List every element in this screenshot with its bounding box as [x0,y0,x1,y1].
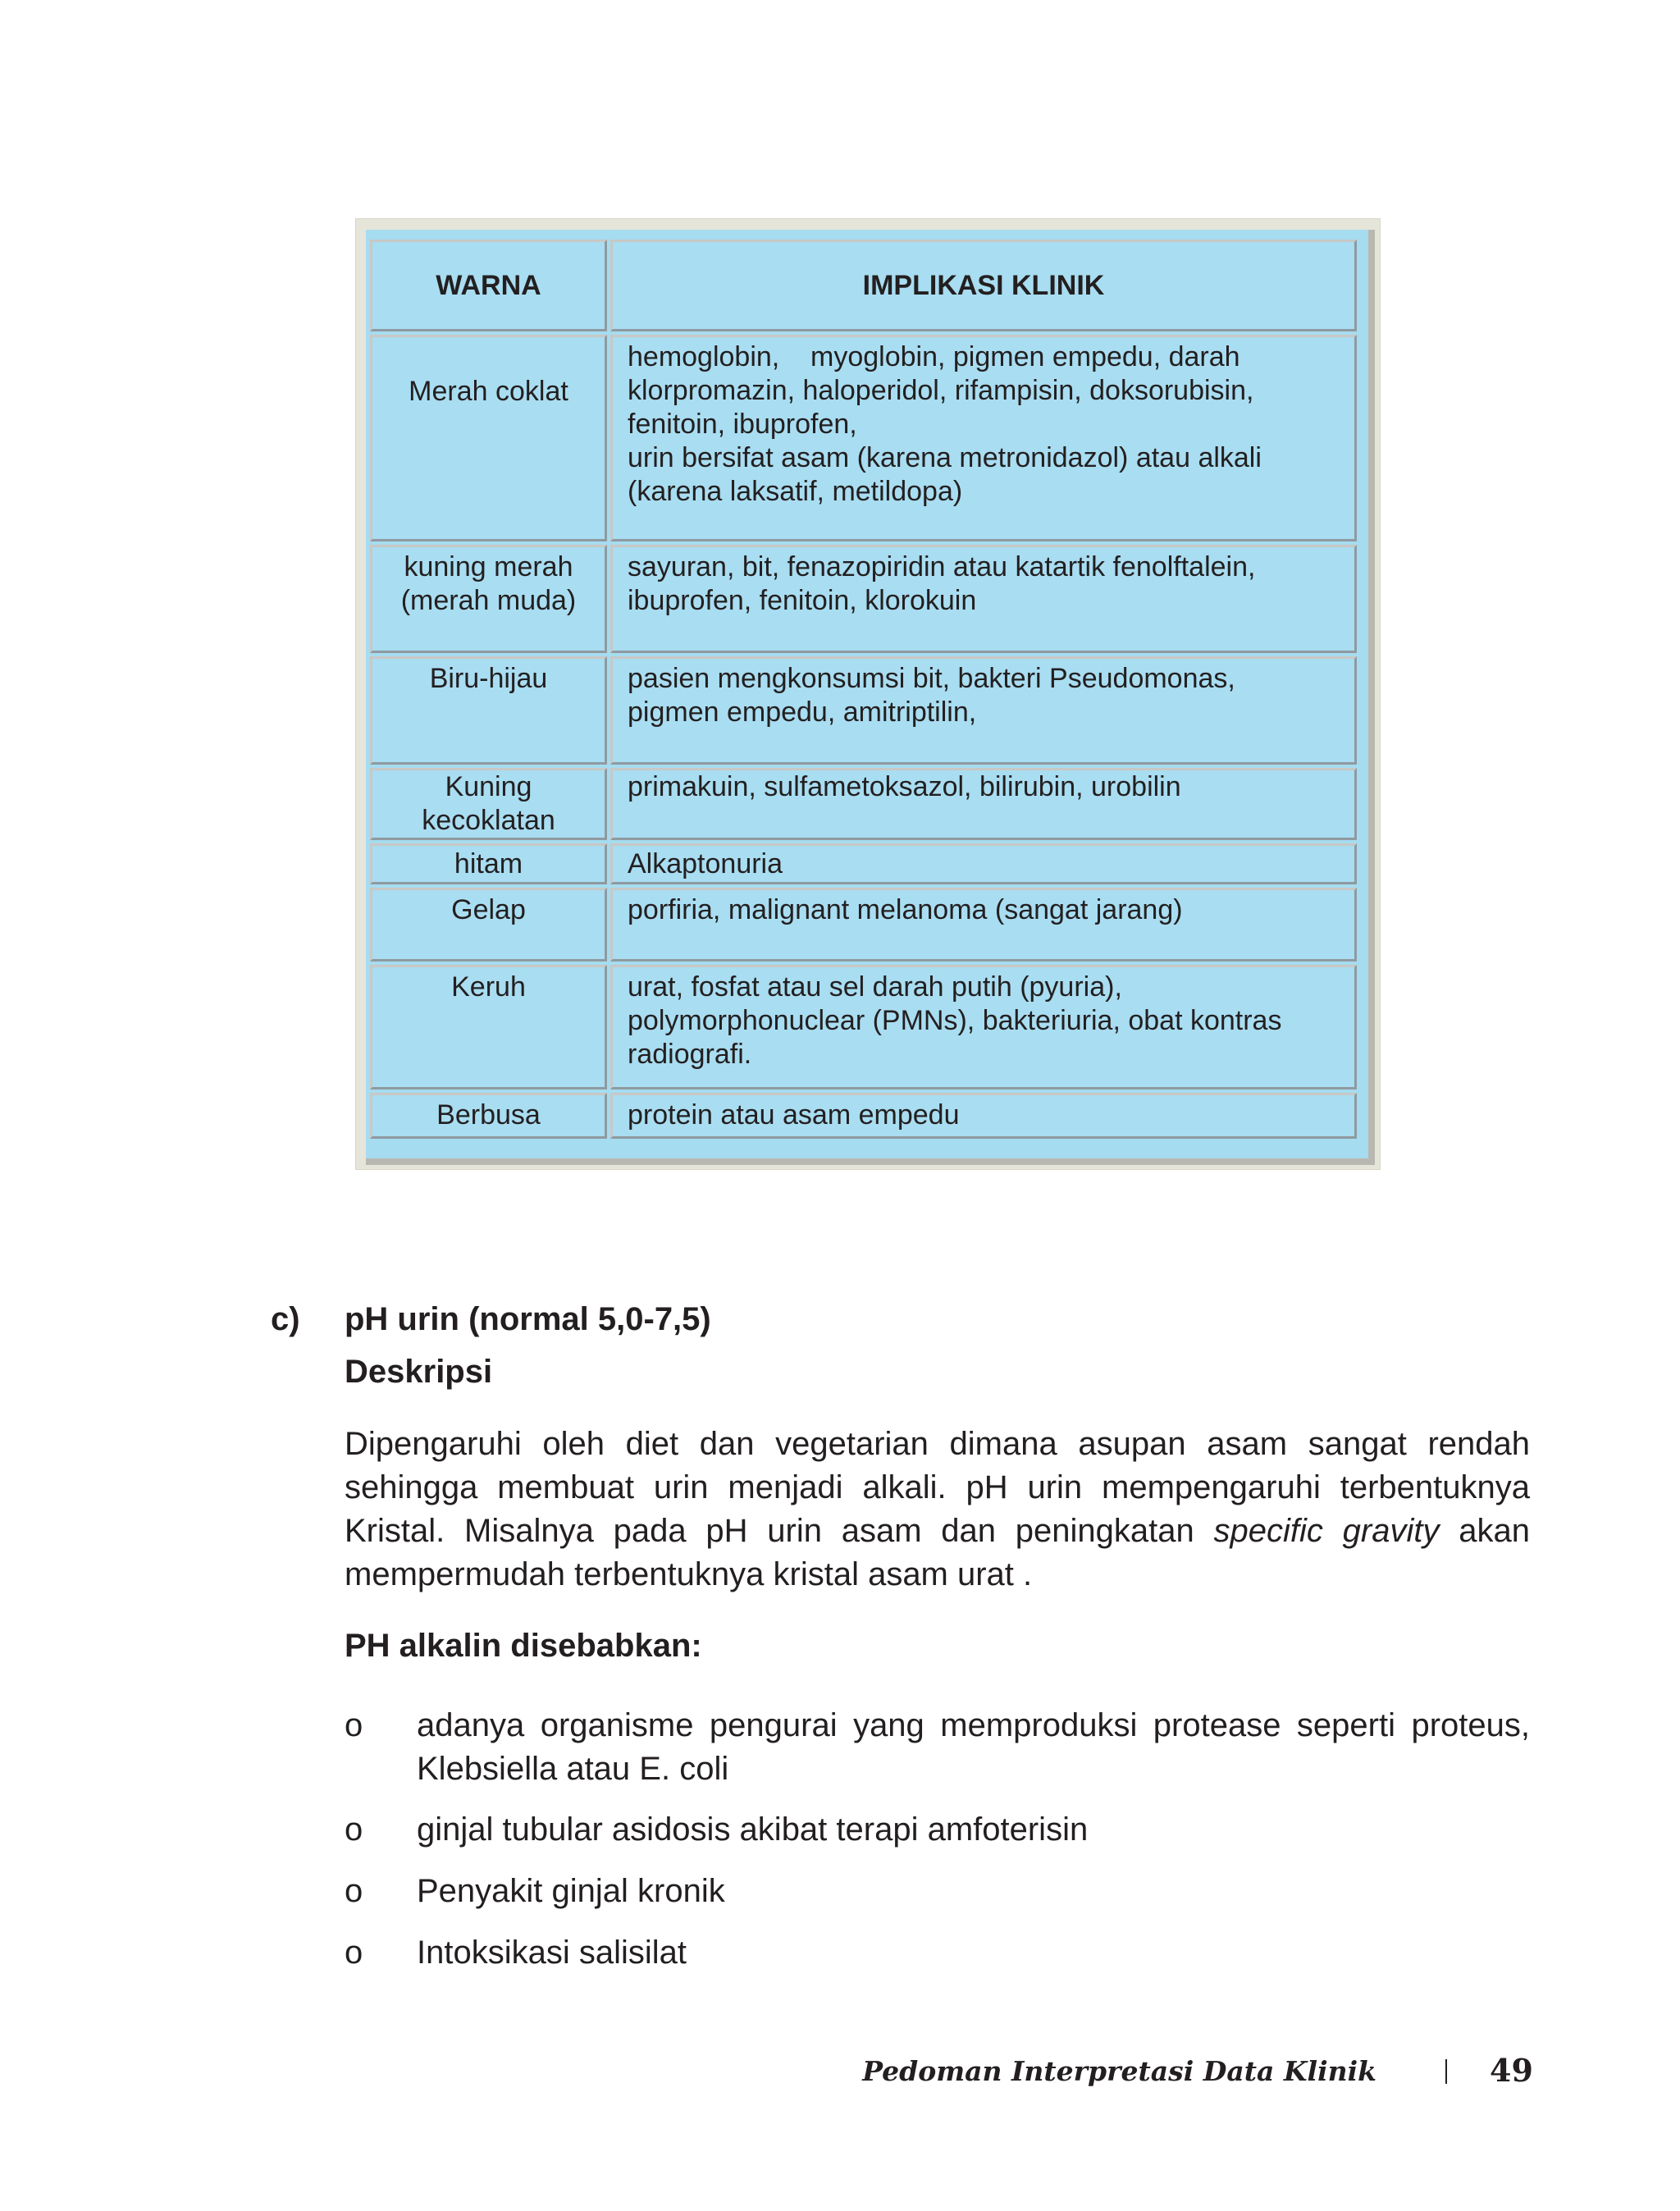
implication-text: sayuran, bit, fenazopiridin atau katartik fenolftalein, [628,551,1256,582]
list-item-line: Penyakit ginjal kronik [417,1873,725,1909]
implication-text: klorpromazin, haloperidol, rifampisin, doksorubisin, [628,375,1254,406]
list-item [345,1808,1530,1853]
list-item-text [417,1808,1530,1852]
implication-text: urat, fosfat atau sel darah putih (pyuria), [628,971,1122,1003]
bullet-marker: o [345,1873,363,1909]
table-cell-implication [610,335,1357,541]
color-text: hitam [454,848,523,879]
list-item-line: ginjal tubular asidosis akibat terapi amfoterisin [417,1811,1089,1848]
table-cell-color [370,888,607,962]
table-cell-color [370,1093,607,1139]
color-text: kuning merah [404,551,573,582]
color-text: Keruh [451,971,526,1003]
paragraph-text: Kristal. Misalnya pada pH urin asam dan peningkatan [345,1513,1214,1549]
implication-text: pigmen empedu, amitriptilin, [628,697,977,728]
list-item-text [417,1870,1530,1913]
list-item-line: Klebsiella atau E. coli [417,1751,729,1787]
list-item [345,1870,1530,1915]
implication-text: fenitoin, ibuprofen, [628,409,857,440]
color-text: Kuning [445,771,532,802]
alkaline-heading: PH alkalin disebabkan: [345,1628,702,1664]
implication-text: Alkaptonuria [628,848,783,879]
table-cell-implication [610,545,1357,653]
color-text: Berbusa [436,1099,541,1131]
color-text: kecoklatan [422,805,555,836]
implication-text: primakuin, sulfametoksazol, bilirubin, urobilin [628,771,1181,802]
list-item-line: adanya organisme pengurai yang memproduksi protease seperti proteus, [417,1707,1530,1743]
footer-book-title: Pedoman Interpretasi Data Klinik [862,2055,1376,2087]
description-heading: Deskripsi [345,1354,493,1390]
implication-text: ibuprofen, fenitoin, klorokuin [628,585,977,616]
implication-text: polymorphonuclear (PMNs), bakteriuria, obat kontras [628,1005,1282,1036]
list-item-line: Intoksikasi salisilat [417,1935,687,1971]
implication-text: porfiria, malignant melanoma (sangat jarang) [628,894,1183,925]
implication-text: pasien mengkonsumsi bit, bakteri Pseudomonas, [628,663,1235,694]
table-cell-implication [610,1093,1357,1139]
color-text: Gelap [451,894,526,925]
table-cell-implication [610,888,1357,962]
footer-divider [1445,2059,1447,2084]
color-text: Biru-hijau [429,663,548,694]
table-header-implication-label: IMPLIKASI KLINIK [862,269,1105,301]
description-paragraph [345,1423,1530,1597]
list-item-text [417,1704,1530,1791]
implication-text: radiografi. [628,1039,752,1070]
list-item [345,1931,1530,1976]
paragraph-line: sehingga membuat urin menjadi alkali. pH urin mempengaruhi terbentuknya [345,1469,1530,1505]
table-cell-color [370,335,607,541]
list-item [345,1704,1530,1794]
paragraph-line: mempermudah terbentuknya kristal asam urat . [345,1556,1033,1592]
table-cell-color [370,768,607,840]
implication-text: hemoglobin, myoglobin, pigmen empedu, darah [628,341,1240,372]
implication-text: (karena laksatif, metildopa) [628,476,963,507]
implication-text: protein atau asam empedu [628,1099,960,1131]
page-number: 49 [1490,2052,1533,2089]
color-text: Merah coklat [409,376,568,407]
table-cell-color [370,965,607,1090]
table-cell-implication [610,656,1357,765]
table-header-color [370,240,607,331]
bullet-marker: o [345,1707,363,1743]
table-cell-color [370,843,607,884]
table-cell-implication [610,965,1357,1090]
table-cell-implication [610,768,1357,840]
paragraph-text: akan [1439,1513,1531,1549]
table-header-color-label: WARNA [436,269,541,301]
section-marker: c) [271,1301,300,1337]
paragraph-italic-term: specific gravity [1213,1513,1440,1549]
implication-text: urin bersifat asam (karena metronidazol) atau alkali [628,442,1262,473]
color-text: (merah muda) [400,585,577,616]
section-title: pH urin (normal 5,0-7,5) [345,1301,711,1337]
table-cell-implication [610,843,1357,884]
bullet-marker: o [345,1811,363,1848]
paragraph-line [345,1510,1530,1553]
paragraph-line: Dipengaruhi oleh diet dan vegetarian dimana asupan asam sangat rendah [345,1426,1530,1462]
table-cell-color [370,656,607,765]
list-item-text [417,1931,1530,1975]
table-header-implication [610,240,1357,331]
bullet-marker: o [345,1935,363,1971]
table-cell-color [370,545,607,653]
